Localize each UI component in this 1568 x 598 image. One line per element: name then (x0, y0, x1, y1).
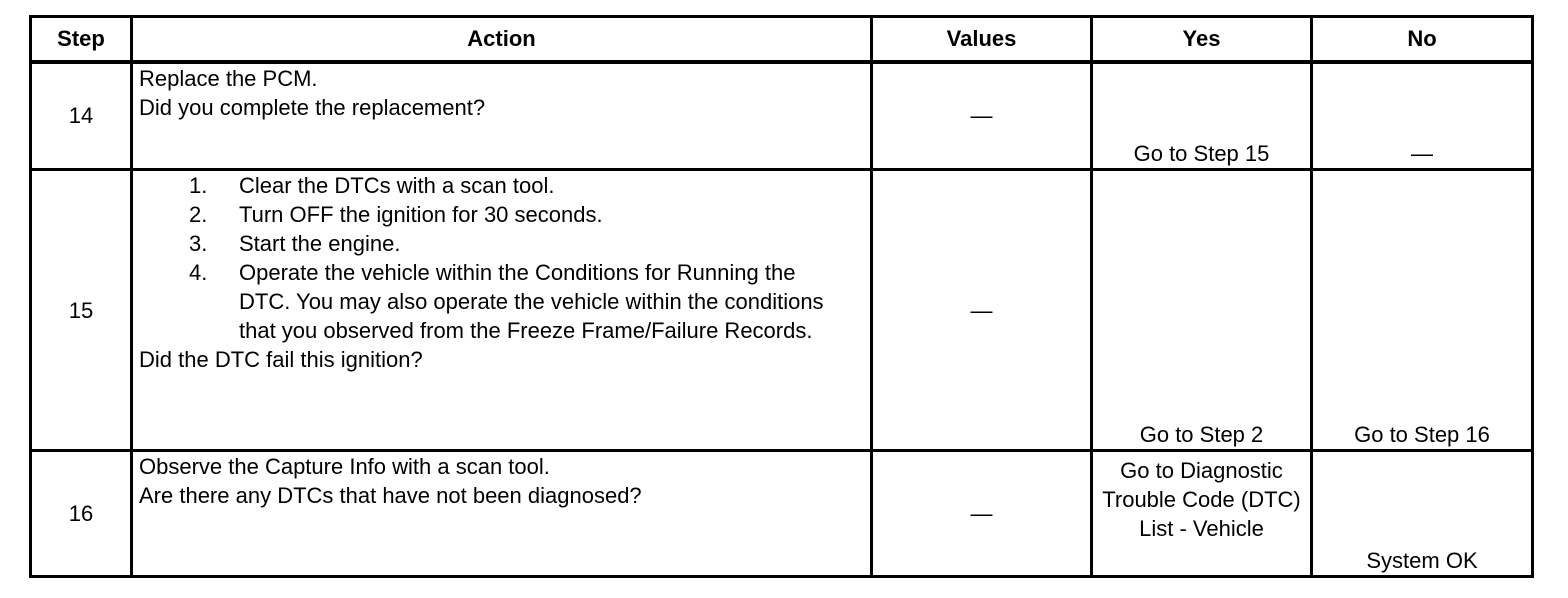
list-text: Operate the vehicle within the Conditions for Running the DTC. You may also operate the vehicle within the conditions that you observed from the Freeze Frame/Failure Records. (239, 260, 824, 343)
step-number: 14 (31, 62, 132, 170)
action-question: Did you complete the replacement? (139, 94, 486, 120)
list-number: 2. (189, 202, 208, 227)
list-item (189, 258, 864, 345)
list-number: 1. (189, 173, 208, 198)
action-cell (132, 62, 872, 170)
list-item (189, 200, 864, 229)
values-cell: — (872, 451, 1092, 577)
list-item (189, 229, 864, 258)
no-cell: — (1312, 62, 1533, 170)
action-text: Observe the Capture Info with a scan tool. (139, 454, 550, 479)
step-number: 16 (31, 451, 132, 577)
list-number: 3. (189, 231, 208, 256)
values-cell: — (872, 62, 1092, 170)
list-text: Turn OFF the ignition for 30 seconds. (239, 202, 603, 227)
action-question: Did the DTC fail this ignition? (139, 347, 423, 372)
list-number: 4. (189, 260, 208, 285)
list-text: Start the engine. (239, 231, 401, 256)
no-cell: Go to Step 16 (1312, 170, 1533, 451)
values-cell: — (872, 170, 1092, 451)
no-cell: System OK (1312, 451, 1533, 577)
header-yes: Yes (1092, 17, 1312, 62)
action-cell (132, 170, 872, 451)
list-text: Clear the DTCs with a scan tool. (239, 173, 555, 198)
header-values: Values (872, 17, 1092, 62)
yes-cell: Go to Diagnostic Trouble Code (DTC) List - Vehicle (1092, 451, 1312, 577)
step-number: 15 (31, 170, 132, 451)
header-no: No (1312, 17, 1533, 62)
diagnostic-table (29, 15, 1534, 578)
table-row (31, 62, 1533, 170)
action-question: Are there any DTCs that have not been diagnosed? (139, 483, 642, 508)
table-row (31, 451, 1533, 577)
header-row (31, 17, 1533, 62)
table-row (31, 170, 1533, 451)
header-step: Step (31, 17, 132, 62)
yes-cell: Go to Step 2 (1092, 170, 1312, 451)
yes-cell: Go to Step 15 (1092, 62, 1312, 170)
action-cell (132, 451, 872, 577)
list-item (189, 171, 864, 200)
action-text: Replace the PCM. (139, 65, 318, 91)
action-steps-list (139, 171, 864, 345)
header-action: Action (132, 17, 872, 62)
